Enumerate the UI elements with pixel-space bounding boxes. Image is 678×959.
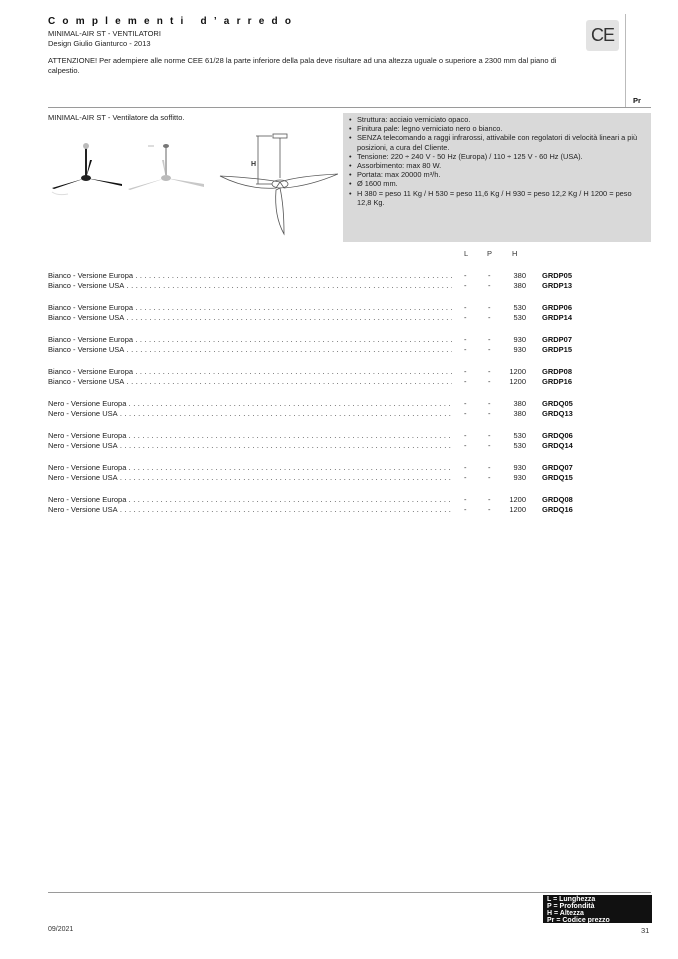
legend-item: P = Profondità xyxy=(547,903,595,910)
row-description: Bianco - Versione USA . . . xyxy=(48,313,452,323)
row-h: 530 xyxy=(513,313,526,322)
row-p: - xyxy=(488,399,491,408)
row-p: - xyxy=(488,367,491,376)
row-h: 930 xyxy=(513,335,526,344)
footer-divider xyxy=(48,892,651,893)
row-l: - xyxy=(464,367,467,376)
row-description: Nero - Versione Europa . . . xyxy=(48,463,452,473)
legend-box xyxy=(543,895,652,923)
section-title: Complementi d’arredo xyxy=(48,16,299,27)
row-l: - xyxy=(464,409,467,418)
row-code: GRDQ14 xyxy=(542,441,573,450)
table-row xyxy=(48,367,608,377)
row-code: GRDQ15 xyxy=(542,473,573,482)
row-code: GRDP15 xyxy=(542,345,573,354)
table-row xyxy=(48,431,608,441)
table-row xyxy=(48,313,608,323)
row-description: Nero - Versione USA . . . xyxy=(48,505,452,515)
table-row xyxy=(48,335,608,345)
column-header-l: L xyxy=(464,249,469,258)
row-l: - xyxy=(464,473,467,482)
row-h: 930 xyxy=(513,463,526,472)
row-code: GRDQ05 xyxy=(542,399,573,408)
spec-item: • Finitura pale: legno verniciato nero o bianco. xyxy=(357,124,645,133)
spec-box xyxy=(343,113,651,242)
row-description: Bianco - Versione Europa . . . xyxy=(48,367,452,377)
legend-item: L = Lunghezza xyxy=(547,896,596,903)
warning-note: ATTENZIONE! Per adempiere alle norme CEE 61/28 la parte inferiore della pala deve risultare ad una altezza uguale o superiore a 2300 mm dal piano di calpestio. xyxy=(48,56,557,75)
spec-item: • Ø 1600 mm. xyxy=(357,179,645,188)
row-code: GRDP07 xyxy=(542,335,573,344)
column-header-h: H xyxy=(512,249,518,258)
section-divider xyxy=(48,107,651,108)
row-p: - xyxy=(488,303,491,312)
row-code: GRDQ13 xyxy=(542,409,573,418)
row-l: - xyxy=(464,281,467,290)
row-l: - xyxy=(464,345,467,354)
row-h: 1200 xyxy=(509,367,526,376)
white-fan-image xyxy=(128,144,204,190)
row-code: GRDQ08 xyxy=(542,495,573,504)
row-description: Bianco - Versione USA . . . xyxy=(48,345,452,355)
row-p: - xyxy=(488,463,491,472)
spec-item: • SENZA telecomando a raggi infrarossi, attivabile con regolatori di velocità lineari a più posizioni, a cura del Cliente. xyxy=(357,133,645,151)
row-p: - xyxy=(488,313,491,322)
product-line: MINIMAL-AIR ST - VENTILATORI xyxy=(48,29,161,38)
row-code: GRDP14 xyxy=(542,313,573,322)
table-row xyxy=(48,505,608,515)
row-l: - xyxy=(464,505,467,514)
table-row xyxy=(48,303,608,313)
row-code: GRDQ07 xyxy=(542,463,573,472)
row-h: 1200 xyxy=(509,495,526,504)
row-p: - xyxy=(488,441,491,450)
product-images xyxy=(48,126,338,238)
row-description: Nero - Versione Europa . . . xyxy=(48,431,452,441)
row-l: - xyxy=(464,441,467,450)
table-row xyxy=(48,463,608,473)
row-p: - xyxy=(488,505,491,514)
row-h: 380 xyxy=(513,409,526,418)
table-row xyxy=(48,495,608,505)
row-h: 380 xyxy=(513,399,526,408)
table-row xyxy=(48,473,608,483)
row-description: Nero - Versione USA . . . xyxy=(48,409,452,419)
spec-item: • Portata: max 20000 m³/h. xyxy=(357,170,645,179)
row-h: 1200 xyxy=(509,377,526,386)
row-l: - xyxy=(464,377,467,386)
row-h: 530 xyxy=(513,431,526,440)
row-description: Bianco - Versione Europa . . . xyxy=(48,303,452,313)
table-row xyxy=(48,345,608,355)
product-title: MINIMAL-AIR ST - Ventilatore da soffitto. xyxy=(48,113,185,122)
row-l: - xyxy=(464,495,467,504)
table-row xyxy=(48,441,608,451)
row-code: GRDQ06 xyxy=(542,431,573,440)
table-row xyxy=(48,399,608,409)
technical-drawing xyxy=(220,134,338,234)
ce-mark-icon: CE xyxy=(586,20,619,51)
row-description: Bianco - Versione USA . . . xyxy=(48,281,452,291)
row-p: - xyxy=(488,335,491,344)
spec-item: • H 380 = peso 11 Kg / H 530 = peso 11,6 Kg / H 930 = peso 12,2 Kg / H 1200 = peso 12,8 Kg. xyxy=(357,189,645,207)
table-row xyxy=(48,377,608,387)
row-p: - xyxy=(488,495,491,504)
row-l: - xyxy=(464,313,467,322)
row-description: Bianco - Versione Europa . . . xyxy=(48,271,452,281)
header-divider xyxy=(625,14,626,108)
legend-item: Pr = Codice prezzo xyxy=(547,917,610,924)
row-p: - xyxy=(488,431,491,440)
row-code: GRDP13 xyxy=(542,281,573,290)
row-l: - xyxy=(464,431,467,440)
price-code-column-label: Pr xyxy=(633,96,641,105)
row-l: - xyxy=(464,335,467,344)
row-code: GRDQ16 xyxy=(542,505,573,514)
edition-date: 09/2021 xyxy=(48,926,74,933)
row-description: Nero - Versione USA . . . xyxy=(48,473,452,483)
row-l: - xyxy=(464,463,467,472)
row-h: 530 xyxy=(513,303,526,312)
row-h: 380 xyxy=(513,271,526,280)
spec-item: • Assorbimento: max 80 W. xyxy=(357,161,645,170)
row-p: - xyxy=(488,473,491,482)
legend-item: H = Altezza xyxy=(547,910,584,917)
row-code: GRDP08 xyxy=(542,367,573,376)
spec-list xyxy=(343,113,651,207)
height-dimension-label: H xyxy=(251,161,257,168)
row-h: 930 xyxy=(513,473,526,482)
row-description: Nero - Versione Europa . . . xyxy=(48,495,452,505)
row-p: - xyxy=(488,345,491,354)
row-description: Nero - Versione USA . . . xyxy=(48,441,452,451)
row-code: GRDP05 xyxy=(542,271,573,280)
spec-item: • Tensione: 220 ÷ 240 V - 50 Hz (Europa) / 110 ÷ 125 V - 60 Hz (USA). xyxy=(357,152,645,161)
row-h: 1200 xyxy=(509,505,526,514)
row-p: - xyxy=(488,271,491,280)
designer-line: Design Giulio Gianturco - 2013 xyxy=(48,39,151,48)
table-row xyxy=(48,281,608,291)
row-l: - xyxy=(464,399,467,408)
row-description: Bianco - Versione Europa . . . xyxy=(48,335,452,345)
row-p: - xyxy=(488,409,491,418)
table-row xyxy=(48,409,608,419)
row-h: 530 xyxy=(513,441,526,450)
row-h: 930 xyxy=(513,345,526,354)
black-fan-image xyxy=(52,143,122,195)
page-number: 31 xyxy=(641,926,650,935)
row-code: GRDP16 xyxy=(542,377,573,386)
row-l: - xyxy=(464,303,467,312)
row-code: GRDP06 xyxy=(542,303,573,312)
row-description: Nero - Versione Europa . . . xyxy=(48,399,452,409)
fan-illustrations xyxy=(48,126,338,238)
row-p: - xyxy=(488,377,491,386)
table-row xyxy=(48,271,608,281)
row-l: - xyxy=(464,271,467,280)
row-h: 380 xyxy=(513,281,526,290)
column-header-p: P xyxy=(487,249,493,258)
row-p: - xyxy=(488,281,491,290)
spec-item: • Struttura: acciaio verniciato opaco. xyxy=(357,115,645,124)
row-description: Bianco - Versione USA . . . xyxy=(48,377,452,387)
